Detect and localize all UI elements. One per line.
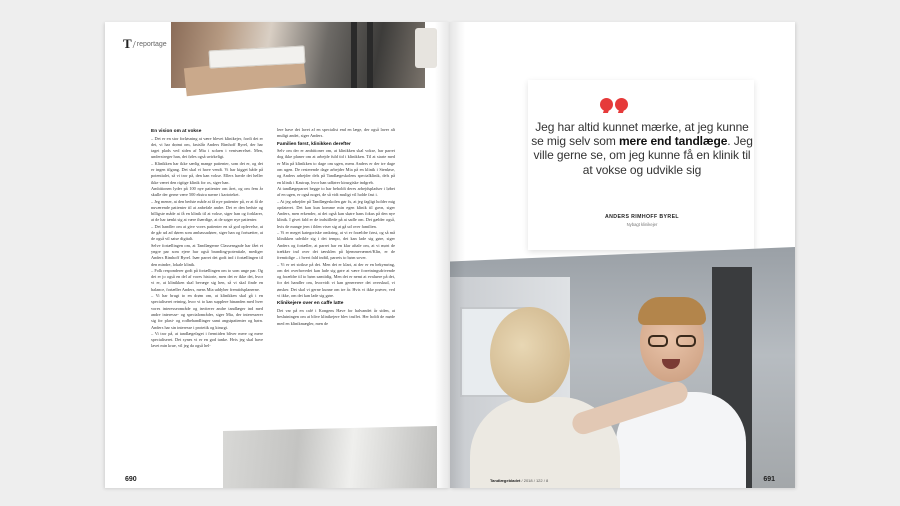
article-paragraph: – Vi tror på, at tandlægefaget i fremtiden bliver mere og mere specialiseret. Det synes vi er en god tanke. Hvis jeg skal have lavet min krue, vil jeg da også hel- xyxy=(151,330,263,349)
article-paragraph: – Det er en stor forløsning at være blevet klinikejer, fordi det er det, vi har drømt om, fastslår Anders Rimhoff Byrel, der har taget plads ved siden af Mia i sofaen i ventværelset. Men, understreger han, det føles også uvirkeligt. xyxy=(151,135,263,160)
right-page xyxy=(450,22,795,488)
pull-quote-author-title: Nybagt klinikejer xyxy=(626,222,658,227)
photo-mug xyxy=(415,28,437,68)
article-paragraph: – Vi er meget kategoriske omkring, at vi er forældre først, og så må klinikken udvikle sig i det tempo, det kan lade sig gøre, siger Anders og fortæller, at parret har en klar aftale om, at vi mørt de trækker ind over det tærsklen på hjemmeværnet/Klin, er de fremtidige – i hvert fald indtil, parrets to børn sover. xyxy=(277,230,395,261)
article-subheading: En vision om at vokse xyxy=(151,129,202,134)
article-paragraph: – Det handler om at give vores patienter en så god oplevelse, at de går ud ad døren som ambassadører, siger han og fortsætter, at de også vil satse digitalt. xyxy=(151,223,263,242)
pull-quote-text xyxy=(530,120,754,177)
article-paragraph: At tandlægeparret begge to har beholdt deres arbejdspladser i løbet af en ugen, er også noget, de så vidt muligt vil holde fast i. xyxy=(277,185,395,198)
article-paragraph: Det var på en café i Kongens Have for halvandet år siden, at beslutningen om at blive klinikejere blev truffet. Her holdt de møde med en klinikmægler, men de xyxy=(277,307,395,326)
section-letter: T xyxy=(123,36,132,51)
article-paragraph: – Vi har brugt to en drøm om, at klinikken skal gå i en specialiseret retning, hvor vi to kan supplere hinanden med hver vores interesseområde og inviterer andre tandlæger ind med andre interesse- og specialområder, siger Mia, der interesserer sig for plast- og rodbehandlinger samt angstpatienter og børn. Anders har sin interesse i protetik og kirurgi. xyxy=(151,293,263,330)
page-number-left: 690 xyxy=(125,476,137,483)
quote-mark-icon xyxy=(600,98,630,112)
article-paragraph: – At jeg arbejder på Tandlægeskolen gør fx, at jeg fagligt holder mig opdateret. Det kan kun komme min egen klinik til gavn, siger Anders, men erkender, at det også kan skøre hans fokus på den nye klinik. I givet fald er de indstillede på at sadle om. Det gælder også, hvis de mange jern i ilden viser sig at gå ud over familien. xyxy=(277,198,395,229)
pull-quote-text-end: . Jeg ville gerne se, om jeg kunne få en klinik til at vokse og udvikle sig xyxy=(533,134,753,177)
article-column-2 xyxy=(277,127,395,327)
article-paragraph: – Klinikken har ikke særlig mange patienter, som det er, og det er ingen tilgang. Det skal vi have vendt. Vi har kigget både på potentialet, så vi tror på, den kan vokse. Ellers havde det heller ikke været den rigtige klinik for os, siger han. xyxy=(151,160,263,185)
page-number-right: 691 xyxy=(763,476,775,483)
article-paragraph: – Vi er ret strikse på det. Men det er klart, at der er en bekymring, om det overhovedet kan lade sig gøre at være forretningsdrivende og forældre til to børn samtidig. Men det er nemt at evaluere på det, for det handler om, hvorvidt vi kan genererere det overskud, vi ønsker. Det skal vi gerne kunne om tre år. Hvis vi ikke prøver, ved vi ikke, om det kan lade sig gøre. xyxy=(277,261,395,299)
left-page xyxy=(105,22,450,488)
bottom-photo xyxy=(223,426,437,488)
section-tag xyxy=(123,36,167,52)
article-column-1 xyxy=(151,127,263,350)
article-paragraph: lere have det lavet af en specialist end en læge, der også laver alt muligt andet, siger Anders. xyxy=(277,127,395,139)
article-subheading: Familien først, klinikken derefter xyxy=(277,141,351,147)
photo-man-hair xyxy=(638,297,706,325)
photo-chair-leg xyxy=(367,22,373,88)
article-paragraph: – Jeg mener, at den bedste måde at få nye patienter på, er at få de nuværende patienter til at anbefale andre. Det er den bedste og billigste måde at få en klinik til at vokse, siger han og forklarer, at de har tænkt sig at være ihærdige, at de søger nye patienter. xyxy=(151,198,263,223)
magazine-spread xyxy=(105,22,795,488)
section-label: reportage xyxy=(136,41,167,48)
magazine-footer: Tandlægebladet / 2018 / 122 / 8 xyxy=(490,478,549,483)
quote-mark-icon xyxy=(600,98,613,111)
main-photo xyxy=(450,247,795,488)
magazine-name: Tandlægebladet xyxy=(490,478,521,483)
section-slash: / xyxy=(132,39,136,51)
article-paragraph: Ambitionen lyder på 100 nye patienter om året, og om fem år skulle der gerne være 500 ekstra navne i kartoteket. xyxy=(151,185,263,198)
article-paragraph: Selv om der er ambitioner om, at klinikken skal vokse, har parret dog ikke planer om at arbejde fuld tid i klinikken. Til at starte med er Mia på klinikken to dage om ugen, mens Anders er der tre dage om ugen. De resterende dage arbejder Mia på en klinik i Stenløse, og Anders arbejder dels på Tandlægeskolens specialklinik, dels på en klinik i Kastrup, hvor han udfører kirurgiske indgreb. xyxy=(277,148,395,185)
magazine-issue: 2018 / 122 / 8 xyxy=(523,478,549,483)
pull-quote-emphasis: mere end tandlæge xyxy=(618,134,728,149)
pull-quote-author: ANDERS RIMHOFF BYREL xyxy=(605,214,679,220)
article-paragraph: – Folk responderer godt på fortællingen om to som unge par. Og det er jo også en del af vores historie, men det er ikke det, hvor vi er, at klinikken skal bevæge sig hen, så vi skal finde en balance, fortæller Anders, mens Mia uddyber fremtidsplanerne. xyxy=(151,267,263,292)
quote-mark-icon xyxy=(615,98,628,111)
top-photo xyxy=(171,22,425,88)
photo-chair-leg xyxy=(351,22,357,88)
article-subheading: Klinikejere over en caffe latte xyxy=(277,301,344,307)
photo-woman-hair xyxy=(490,307,570,403)
article-paragraph: Selve fortællingen om, at Tandlægerne Classensgade har fået et yngre par som ejere har også branding-potentiale, mediger Anders Rimhoff Byrel. Især parret det godt ind i fortællingen til den mindre, lokale klinik. xyxy=(151,242,263,267)
pull-quote-text-start: Jeg har altid kunnet mærke, at jeg kunne se mig selv som xyxy=(531,120,749,149)
photo-glasses xyxy=(648,335,698,347)
